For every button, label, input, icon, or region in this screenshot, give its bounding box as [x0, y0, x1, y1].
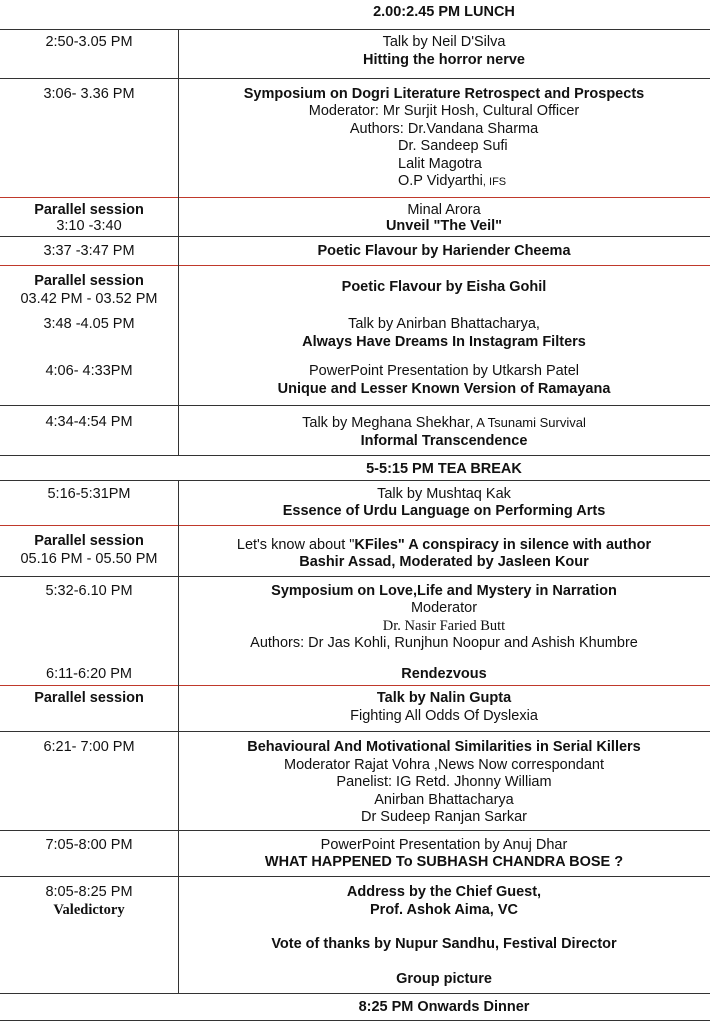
lunch-break: 2.00:2.45 PM LUNCH — [373, 4, 515, 20]
session-title: Bashir Assad, Moderated by Jasleen Kour — [299, 554, 589, 570]
speaker: Talk by Anirban Bhattacharya, — [348, 316, 540, 332]
group-picture: Group picture — [396, 971, 492, 987]
time: 3:37 -3:47 PM — [43, 243, 135, 259]
time: 7:05-8:00 PM — [45, 837, 133, 853]
session-title: Hitting the horror nerve — [363, 52, 525, 68]
time: 6:11-6:20 PM — [46, 666, 132, 682]
rule — [0, 236, 710, 237]
time: 8:05-8:25 PM — [45, 884, 133, 900]
author: Lalit Magotra — [398, 156, 482, 172]
panelist: Dr Sudeep Ranjan Sarkar — [360, 809, 528, 825]
parallel-session-tag: Parallel session — [34, 533, 144, 549]
panelist: Panelist: IG Retd. Jhonny William — [336, 774, 552, 790]
rule — [0, 993, 710, 994]
dinner: 8:25 PM Onwards Dinner — [358, 999, 530, 1015]
moderator: Moderator Rajat Vohra ,News Now correspondant — [284, 757, 604, 773]
parallel-session-tag: Parallel session — [34, 202, 144, 218]
rule — [0, 876, 710, 877]
session-title: Symposium on Dogri Literature Retrospect and Prospects — [243, 86, 645, 102]
speaker: Minal Arora — [407, 202, 481, 218]
rule — [0, 525, 710, 526]
time: 5:16-5:31PM — [47, 486, 131, 502]
session-title: Unique and Lesser Known Version of Ramayana — [277, 381, 611, 397]
session-title: Essence of Urdu Language on Performing Arts — [282, 503, 606, 519]
time: 05.16 PM - 05.50 PM — [20, 551, 158, 567]
rule — [0, 480, 710, 481]
speaker: PowerPoint Presentation by Utkarsh Patel — [309, 363, 579, 379]
session-title: Symposium on Love,Life and Mystery in Narration — [271, 583, 617, 599]
time: 6:21- 7:00 PM — [43, 739, 135, 755]
rule — [0, 455, 710, 456]
speaker: Talk by Neil D'Silva — [382, 34, 506, 50]
time: 3:48 -4.05 PM — [43, 316, 135, 332]
time: 3:10 -3:40 — [56, 218, 122, 234]
session-line: Let's know about "KFiles" A conspiracy in silence with author — [236, 537, 652, 553]
valedictory-tag: Valedictory — [53, 902, 125, 918]
rule — [0, 197, 710, 198]
session-subtitle: Fighting All Odds Of Dyslexia — [350, 708, 538, 724]
session-title: Always Have Dreams In Instagram Filters — [302, 334, 586, 350]
author: Dr. Sandeep Sufi — [398, 138, 508, 154]
moderator: Moderator — [410, 600, 478, 616]
rule — [0, 78, 710, 79]
vote-of-thanks: Vote of thanks by Nupur Sandhu, Festival Director — [271, 936, 617, 952]
rule — [0, 1020, 710, 1021]
moderator-name: Dr. Nasir Faried Butt — [382, 618, 506, 634]
rule — [0, 29, 710, 30]
session-title: Talk by Nalin Gupta — [376, 690, 512, 706]
session-title: Poetic Flavour by Eisha Gohil — [341, 279, 547, 295]
session-title: Address by the Chief Guest, — [346, 884, 542, 900]
authors: Authors: Dr.Vandana Sharma — [349, 121, 539, 137]
moderator: Moderator: Mr Surjit Hosh, Cultural Officer — [308, 103, 580, 119]
panelist: Anirban Bhattacharya — [374, 792, 514, 808]
time: 4:06- 4:33PM — [45, 363, 133, 379]
tea-break: 5-5:15 PM TEA BREAK — [366, 461, 522, 477]
speaker: Talk by Mushtaq Kak — [377, 486, 511, 502]
authors: Authors: Dr Jas Kohli, Runjhun Noopur and Ashish Khumbre — [250, 635, 638, 651]
session-title: Poetic Flavour by Hariender Cheema — [317, 243, 571, 259]
rule — [0, 405, 710, 406]
session-title: WHAT HAPPENED To SUBHASH CHANDRA BOSE ? — [264, 854, 624, 870]
rule — [0, 685, 710, 686]
session-title: Informal Transcendence — [360, 433, 528, 449]
rule — [0, 830, 710, 831]
parallel-session-tag: Parallel session — [34, 273, 144, 289]
chief-guest: Prof. Ashok Aima, VC — [370, 902, 518, 918]
time: 03.42 PM - 03.52 PM — [20, 291, 158, 307]
time: 3:06- 3.36 PM — [43, 86, 135, 102]
session-title: Unveil "The Veil" — [385, 218, 503, 234]
session-title: Behavioural And Motivational Similarities in Serial Killers — [247, 739, 641, 755]
parallel-session-tag: Parallel session — [34, 690, 144, 706]
rule — [0, 576, 710, 577]
rule — [0, 731, 710, 732]
time: 5:32-6.10 PM — [45, 583, 133, 599]
time: 4:34-4:54 PM — [45, 414, 133, 430]
speaker: PowerPoint Presentation by Anuj Dhar — [320, 837, 568, 853]
author: O.P Vidyarthi, IFS — [398, 173, 507, 189]
session-title: Rendezvous — [401, 666, 487, 682]
rule — [0, 265, 710, 266]
time: 2:50-3.05 PM — [45, 34, 133, 50]
speaker: Talk by Meghana Shekhar, A Tsunami Survival — [302, 415, 586, 431]
